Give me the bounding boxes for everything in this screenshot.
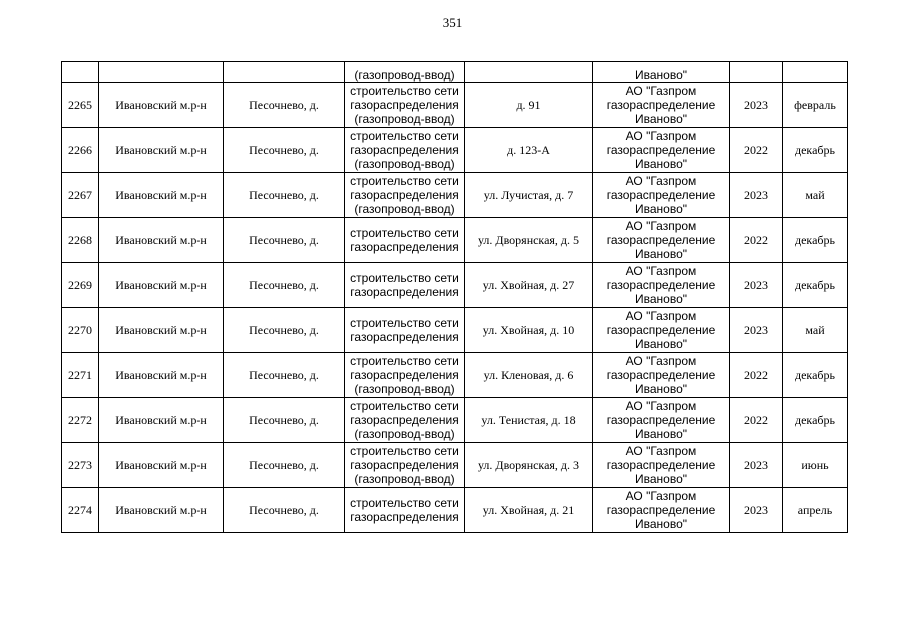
table-row: [62, 263, 848, 308]
cell-address: ул. Лучистая, д. 7: [465, 173, 593, 218]
cell-address: ул. Хвойная, д. 10: [465, 308, 593, 353]
cell-district: Ивановский м.р-н: [99, 308, 224, 353]
cell-year: 2022: [730, 398, 783, 443]
table-row: [62, 173, 848, 218]
cell-address: д. 91: [465, 83, 593, 128]
cell-owner-line: газораспределение: [606, 143, 716, 157]
cell-owner-line: газораспределение: [606, 503, 716, 517]
cell-year: 2023: [730, 308, 783, 353]
cell-num: 2272: [62, 398, 99, 443]
cell-work-type: [345, 128, 465, 173]
cell-owner-line: АО "Газпром: [625, 444, 697, 458]
cell-work-type-line: газораспределения: [350, 143, 459, 157]
cell-address: ул. Хвойная, д. 27: [465, 263, 593, 308]
cell-work-type-line: газораспределения: [350, 510, 459, 524]
cell-owner-line: АО "Газпром: [625, 399, 697, 413]
cell-work-type-line: газораспределения: [350, 240, 459, 254]
cell-owner-line: Иваново": [634, 517, 687, 531]
cell-district: Ивановский м.р-н: [99, 353, 224, 398]
table-row: [62, 353, 848, 398]
cell-year: 2022: [730, 353, 783, 398]
cell-work-type-line: газораспределения: [350, 413, 459, 427]
cell-address: ул. Дворянская, д. 3: [465, 443, 593, 488]
table-row: [62, 488, 848, 533]
table-row: [62, 218, 848, 263]
cell-num: 2266: [62, 128, 99, 173]
cell-district: [99, 62, 224, 83]
cell-district: Ивановский м.р-н: [99, 398, 224, 443]
cell-owner-line: Иваново": [634, 247, 687, 261]
cell-owner-line: Иваново": [634, 157, 687, 171]
cell-year: 2023: [730, 83, 783, 128]
cell-owner-line: АО "Газпром: [625, 489, 697, 503]
cell-owner: [593, 308, 730, 353]
cell-owner-line: газораспределение: [606, 413, 716, 427]
cell-month: декабрь: [783, 128, 848, 173]
cell-owner-line: Иваново": [634, 292, 687, 306]
cell-year: 2023: [730, 443, 783, 488]
cell-district: Ивановский м.р-н: [99, 488, 224, 533]
cell-locality: Песочнево, д.: [224, 263, 345, 308]
cell-owner-line: Иваново": [634, 472, 687, 486]
table-row: [62, 308, 848, 353]
cell-address: ул. Хвойная, д. 21: [465, 488, 593, 533]
cell-locality: Песочнево, д.: [224, 173, 345, 218]
cell-work-type-line: строительство сети: [350, 174, 459, 188]
cell-owner: [593, 353, 730, 398]
cell-month: декабрь: [783, 263, 848, 308]
cell-owner: [593, 218, 730, 263]
cell-owner-line: газораспределение: [606, 278, 716, 292]
table-row-continuation: [62, 62, 848, 83]
cell-work-type-line: (газопровод-ввод): [354, 427, 455, 441]
cell-month: декабрь: [783, 218, 848, 263]
cell-month: июнь: [783, 443, 848, 488]
cell-owner: [593, 173, 730, 218]
cell-owner: [593, 263, 730, 308]
cell-locality: Песочнево, д.: [224, 308, 345, 353]
cell-locality: Песочнево, д.: [224, 443, 345, 488]
cell-owner-line: АО "Газпром: [625, 84, 697, 98]
cell-locality: Песочнево, д.: [224, 488, 345, 533]
cell-address: ул. Тенистая, д. 18: [465, 398, 593, 443]
cell-owner-line: газораспределение: [606, 458, 716, 472]
cell-owner-line: АО "Газпром: [625, 174, 697, 188]
cell-month: май: [783, 308, 848, 353]
cell-year: 2022: [730, 218, 783, 263]
cell-work-type-line: строительство сети: [350, 444, 459, 458]
cell-work-type-line: (газопровод-ввод): [354, 202, 455, 216]
cell-num: 2265: [62, 83, 99, 128]
cell-owner-line: Иваново": [634, 112, 687, 126]
cell-owner-line: газораспределение: [606, 98, 716, 112]
cell-owner-line: газораспределение: [606, 368, 716, 382]
cell-work-type-line: газораспределения: [350, 368, 459, 382]
cell-month: май: [783, 173, 848, 218]
cell-work-type-line: газораспределения: [350, 98, 459, 112]
cell-work-type-line: газораспределения: [350, 188, 459, 202]
cell-owner-line: Иваново": [634, 427, 687, 441]
cell-work-type-line: строительство сети: [350, 271, 459, 285]
cell-locality: Песочнево, д.: [224, 128, 345, 173]
cell-owner: [593, 128, 730, 173]
cell-work-type: [345, 443, 465, 488]
cell-work-type: (газопровод-ввод): [345, 62, 465, 83]
cell-month: декабрь: [783, 398, 848, 443]
cell-owner-line: газораспределение: [606, 323, 716, 337]
cell-locality: [224, 62, 345, 83]
cell-year: 2023: [730, 173, 783, 218]
cell-num: 2268: [62, 218, 99, 263]
cell-work-type-line: строительство сети: [350, 496, 459, 510]
cell-year: 2023: [730, 263, 783, 308]
cell-work-type-line: строительство сети: [350, 84, 459, 98]
cell-address: ул. Кленовая, д. 6: [465, 353, 593, 398]
table-row: [62, 443, 848, 488]
cell-district: Ивановский м.р-н: [99, 443, 224, 488]
cell-work-type: [345, 488, 465, 533]
cell-num: [62, 62, 99, 83]
cell-work-type-line: газораспределения: [350, 330, 459, 344]
cell-num: 2267: [62, 173, 99, 218]
cell-owner-line: газораспределение: [606, 233, 716, 247]
cell-locality: Песочнево, д.: [224, 83, 345, 128]
cell-district: Ивановский м.р-н: [99, 128, 224, 173]
cell-owner: [593, 443, 730, 488]
cell-work-type-line: (газопровод-ввод): [354, 472, 455, 486]
cell-work-type-line: газораспределения: [350, 285, 459, 299]
cell-work-type: [345, 218, 465, 263]
cell-owner-line: АО "Газпром: [625, 264, 697, 278]
cell-year: 2023: [730, 488, 783, 533]
cell-address: ул. Дворянская, д. 5: [465, 218, 593, 263]
cell-owner-line: АО "Газпром: [625, 354, 697, 368]
cell-district: Ивановский м.р-н: [99, 83, 224, 128]
cell-work-type: [345, 263, 465, 308]
cell-work-type-line: (газопровод-ввод): [354, 112, 455, 126]
cell-num: 2273: [62, 443, 99, 488]
cell-year: 2022: [730, 128, 783, 173]
cell-owner-line: АО "Газпром: [625, 219, 697, 233]
cell-work-type-line: газораспределения: [350, 458, 459, 472]
cell-owner: Иваново": [593, 62, 730, 83]
cell-work-type: [345, 83, 465, 128]
cell-owner-line: газораспределение: [606, 188, 716, 202]
cell-work-type-line: строительство сети: [350, 316, 459, 330]
cell-work-type: [345, 308, 465, 353]
cell-work-type: [345, 353, 465, 398]
cell-month: [783, 62, 848, 83]
cell-month: февраль: [783, 83, 848, 128]
cell-owner-line: Иваново": [634, 337, 687, 351]
table-row: [62, 128, 848, 173]
cell-month: апрель: [783, 488, 848, 533]
cell-address: д. 123-А: [465, 128, 593, 173]
cell-work-type-line: строительство сети: [350, 399, 459, 413]
cell-district: Ивановский м.р-н: [99, 173, 224, 218]
cell-work-type-line: строительство сети: [350, 354, 459, 368]
cell-num: 2269: [62, 263, 99, 308]
cell-owner-line: АО "Газпром: [625, 309, 697, 323]
cell-owner-line: АО "Газпром: [625, 129, 697, 143]
cell-num: 2271: [62, 353, 99, 398]
cell-locality: Песочнево, д.: [224, 218, 345, 263]
table-row: [62, 83, 848, 128]
cell-district: Ивановский м.р-н: [99, 218, 224, 263]
cell-district: Ивановский м.р-н: [99, 263, 224, 308]
cell-work-type-line: строительство сети: [350, 226, 459, 240]
cell-work-type: [345, 398, 465, 443]
cell-owner: [593, 488, 730, 533]
cell-work-type-line: (газопровод-ввод): [354, 382, 455, 396]
cell-owner: [593, 83, 730, 128]
cell-locality: Песочнево, д.: [224, 353, 345, 398]
cell-work-type-line: строительство сети: [350, 129, 459, 143]
cell-num: 2270: [62, 308, 99, 353]
gasification-table: [61, 61, 848, 533]
cell-owner-line: Иваново": [634, 382, 687, 396]
cell-work-type-line: (газопровод-ввод): [354, 157, 455, 171]
cell-month: декабрь: [783, 353, 848, 398]
cell-address: [465, 62, 593, 83]
page-number: 351: [442, 15, 463, 30]
cell-owner: [593, 398, 730, 443]
cell-year: [730, 62, 783, 83]
cell-owner-line: Иваново": [634, 202, 687, 216]
cell-work-type: [345, 173, 465, 218]
cell-locality: Песочнево, д.: [224, 398, 345, 443]
table-row: [62, 398, 848, 443]
cell-num: 2274: [62, 488, 99, 533]
